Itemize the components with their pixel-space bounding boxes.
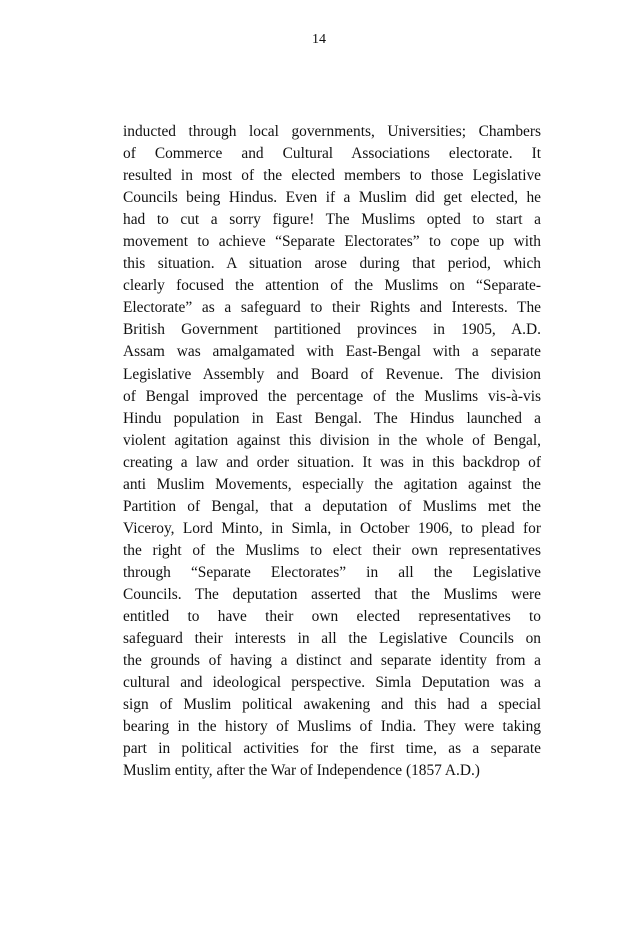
text-line: the right of the Muslims to elect their own representatives — [123, 541, 541, 559]
text-line: bearing in the history of Muslims of India. They were taking — [123, 718, 541, 736]
text-line: anti Muslim Movements, especially the agitation against the — [123, 475, 541, 493]
text-line: entitled to have their own elected representatives to — [123, 608, 541, 626]
text-line: part in political activities for the first time, as a separate — [123, 740, 541, 758]
text-line: Councils. The deputation asserted that the Muslims were — [123, 585, 541, 603]
text-line: this situation. A situation arose during that period, which — [123, 255, 541, 273]
text-line: the grounds of having a distinct and separate identity from a — [123, 652, 541, 670]
text-line: Assam was amalgamated with East-Bengal with a separate — [123, 343, 541, 361]
text-line: Councils being Hindus. Even if a Muslim did get elected, he — [123, 189, 541, 207]
text-line: resulted in most of the elected members to those Legislative — [123, 167, 541, 185]
text-line: movement to achieve “Separate Electorates” to cope up with — [123, 233, 541, 251]
text-line: Electorate” as a safeguard to their Rights and Interests. The — [123, 299, 541, 317]
text-line: safeguard their interests in all the Legislative Councils on — [123, 630, 541, 648]
text-line: violent agitation against this division in the whole of Bengal, — [123, 431, 541, 449]
text-line: had to cut a sorry figure! The Muslims opted to start a — [123, 211, 541, 229]
text-line: cultural and ideological perspective. Simla Deputation was a — [123, 674, 541, 692]
text-line: inducted through local governments, Universities; Chambers — [123, 123, 541, 140]
text-line: clearly focused the attention of the Muslims on “Separate- — [123, 277, 541, 295]
text-line: through “Separate Electorates” in all the Legislative — [123, 563, 541, 581]
text-line: creating a law and order situation. It was in this backdrop of — [123, 453, 541, 471]
text-line: Partition of Bengal, that a deputation of Muslims met the — [123, 497, 541, 515]
text-line: sign of Muslim political awakening and this had a special — [123, 696, 541, 714]
text-line: Legislative Assembly and Board of Revenue. The division — [123, 365, 541, 383]
text-line: of Commerce and Cultural Associations electorate. It — [123, 145, 541, 163]
text-line: Hindu population in East Bengal. The Hindus launched a — [123, 409, 541, 427]
body-paragraph — [123, 121, 541, 782]
text-line: British Government partitioned provinces in 1905, A.D. — [123, 321, 541, 339]
text-line: of Bengal improved the percentage of the Muslims vis-à-vis — [123, 387, 541, 405]
page-number: 14 — [312, 32, 326, 47]
text-line: Viceroy, Lord Minto, in Simla, in October 1906, to plead for — [123, 519, 541, 537]
text-line: Muslim entity, after the War of Independence (1857 A.D.) — [123, 762, 480, 780]
